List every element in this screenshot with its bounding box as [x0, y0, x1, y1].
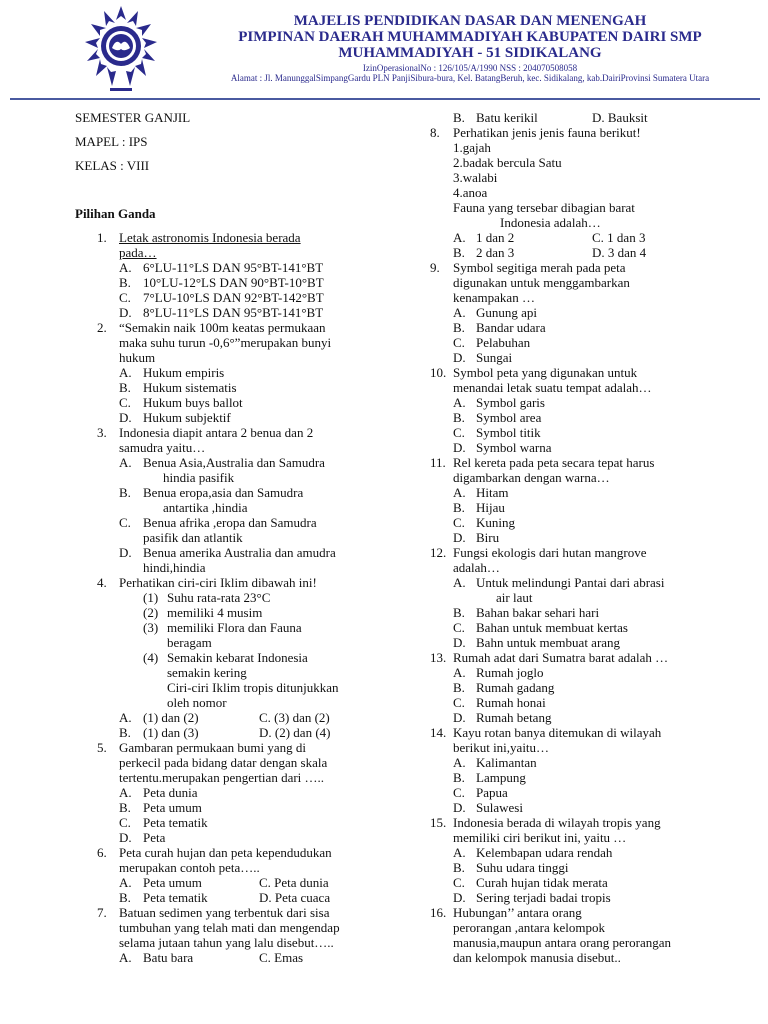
option-text: Rumah gadang — [476, 680, 555, 695]
option-letter: B. — [119, 890, 131, 905]
list-text: beragam — [167, 635, 212, 650]
question-text: Kayu rotan banya ditemukan di wilayah — [453, 725, 662, 740]
option-letter: A. — [453, 665, 466, 680]
option-text: Bahn untuk membuat arang — [476, 635, 621, 650]
option-text: Symbol warna — [476, 440, 552, 455]
question-number: 4. — [97, 575, 107, 590]
option-text: Hukum sistematis — [143, 380, 237, 395]
option-letter: C. — [453, 515, 465, 530]
question-text: Gambaran permukaan bumi yang di — [119, 740, 306, 755]
question-text: hukum — [119, 350, 156, 365]
option-text: Symbol titik — [476, 425, 541, 440]
option-text: Symbol garis — [476, 395, 545, 410]
option-text: Hitam — [476, 485, 509, 500]
option-text: C. (3) dan (2) — [259, 710, 330, 725]
question-text: manusia,maupun antara orang perorangan — [453, 935, 672, 950]
option-text: D. 3 dan 4 — [592, 245, 647, 260]
question-number: 3. — [97, 425, 107, 440]
list-text: Semakin kebarat Indonesia — [167, 650, 308, 665]
question-text: menandai letak suatu tempat adalah… — [453, 380, 652, 395]
option-text: Sering terjadi badai tropis — [476, 890, 611, 905]
option-text: Untuk melindungi Pantai dari abrasi — [476, 575, 665, 590]
option-text: air laut — [496, 590, 533, 605]
option-letter: D. — [119, 830, 132, 845]
question-text: dan kelompok manusia disebut.. — [453, 950, 621, 965]
option-letter: C. — [453, 620, 465, 635]
question-text: Indonesia berada di wilayah tropis yang — [453, 815, 661, 830]
option-letter: B. — [119, 800, 131, 815]
option-text: Biru — [476, 530, 500, 545]
option-text: Bandar udara — [476, 320, 546, 335]
option-letter: A. — [119, 785, 132, 800]
option-text: D. Bauksit — [592, 110, 648, 125]
list-text: memiliki Flora dan Fauna — [167, 620, 302, 635]
option-letter: A. — [453, 395, 466, 410]
option-letter: A. — [453, 230, 466, 245]
option-letter: A. — [119, 455, 132, 470]
option-letter: A. — [453, 845, 466, 860]
question-text: berikut ini,yaitu… — [453, 740, 550, 755]
option-letter: C. — [453, 695, 465, 710]
list-text: 3.walabi — [453, 170, 498, 185]
semester-label: SEMESTER GANJIL — [75, 110, 191, 125]
question-text: Perhatikan jenis jenis fauna berikut! — [453, 125, 641, 140]
option-text: Gunung api — [476, 305, 538, 320]
option-letter: A. — [453, 575, 466, 590]
list-number: (1) — [143, 590, 159, 605]
list-number: (4) — [143, 650, 159, 665]
option-letter: A. — [119, 710, 132, 725]
option-text: Curah hujan tidak merata — [476, 875, 608, 890]
option-letter: B. — [453, 110, 465, 125]
option-text: Kalimantan — [476, 755, 537, 770]
option-letter: A. — [119, 875, 132, 890]
option-text: (1) dan (2) — [143, 710, 199, 725]
option-text: C. Peta dunia — [259, 875, 329, 890]
list-text: memiliki 4 musim — [167, 605, 263, 620]
option-letter: D. — [453, 440, 466, 455]
option-text: Hukum empiris — [143, 365, 225, 380]
question-text: digambarkan dengan warna… — [453, 470, 610, 485]
option-text: 1 dan 2 — [476, 230, 515, 245]
question-number: 15. — [430, 815, 447, 830]
option-letter: C. — [119, 290, 131, 305]
question-number: 16. — [430, 905, 447, 920]
option-letter: D. — [453, 530, 466, 545]
question-text: maka suhu turun -0,6°”merupakan bunyi — [119, 335, 332, 350]
option-letter: A. — [453, 485, 466, 500]
question-text: Rumah adat dari Sumatra barat adalah … — [453, 650, 669, 665]
option-text: 10°LU-12°LS DAN 90°BT-10°BT — [143, 275, 324, 290]
question-text: Hubungan’’ antara orang — [453, 905, 582, 920]
option-text: Peta tematik — [143, 815, 208, 830]
question-text: memiliki ciri berikut ini, yaitu … — [453, 830, 627, 845]
option-text: pasifik dan atlantik — [143, 530, 243, 545]
option-letter: C. — [119, 815, 131, 830]
question-text: merupakan contoh peta….. — [119, 860, 260, 875]
question-number: 13. — [430, 650, 447, 665]
option-text: D. Peta cuaca — [259, 890, 331, 905]
question-text: Fauna yang tersebar dibagian barat — [453, 200, 635, 215]
option-text: hindia pasifik — [163, 470, 235, 485]
question-number: 7. — [97, 905, 107, 920]
option-letter: B. — [119, 725, 131, 740]
option-text: hindi,hindia — [143, 560, 206, 575]
question-number: 11. — [430, 455, 446, 470]
option-text: Benua afrika ,eropa dan Samudra — [143, 515, 317, 530]
option-text: Batu kerikil — [476, 110, 538, 125]
question-text: Rel kereta pada peta secara tepat harus — [453, 455, 655, 470]
option-letter: A. — [119, 260, 132, 275]
option-text: 7°LU-10°LS DAN 92°BT-142°BT — [143, 290, 324, 305]
option-text: 8°LU-11°LS DAN 95°BT-141°BT — [143, 305, 324, 320]
option-text: Hijau — [476, 500, 505, 515]
list-text: 1.gajah — [453, 140, 491, 155]
option-text: Peta umum — [143, 875, 202, 890]
option-letter: C. — [453, 425, 465, 440]
option-letter: B. — [119, 485, 131, 500]
option-letter: D. — [453, 710, 466, 725]
option-text: Symbol area — [476, 410, 542, 425]
question-text: perkecil pada bidang datar dengan skala — [119, 755, 328, 770]
option-text: Peta umum — [143, 800, 202, 815]
option-text: Hukum subjektif — [143, 410, 231, 425]
muhammadiyah-logo-icon — [80, 4, 162, 94]
option-letter: A. — [453, 305, 466, 320]
question-text: Indonesia diapit antara 2 benua dan 2 — [119, 425, 314, 440]
question-text: tumbuhan yang telah mati dan mengendap — [119, 920, 340, 935]
question-text: Symbol segitiga merah pada peta — [453, 260, 626, 275]
option-text: Kuning — [476, 515, 515, 530]
question-number: 9. — [430, 260, 440, 275]
question-number: 14. — [430, 725, 447, 740]
option-letter: B. — [453, 410, 465, 425]
option-text: Papua — [476, 785, 508, 800]
option-letter: B. — [453, 605, 465, 620]
option-letter: D. — [453, 890, 466, 905]
option-text: (1) dan (3) — [143, 725, 199, 740]
option-letter: D. — [119, 545, 132, 560]
option-text: Benua amerika Australia dan amudra — [143, 545, 336, 560]
option-text: Rumah honai — [476, 695, 546, 710]
question-text: Batuan sedimen yang terbentuk dari sisa — [119, 905, 330, 920]
question-text: oleh nomor — [167, 695, 227, 710]
mapel-label: MAPEL : IPS — [75, 134, 148, 149]
question-number: 10. — [430, 365, 447, 380]
header-title-1: MAJELIS PENDIDIKAN DASAR DAN MENENGAH — [293, 13, 647, 29]
option-text: C. 1 dan 3 — [592, 230, 646, 245]
option-text: Peta — [143, 830, 166, 845]
question-text: “Semakin naik 100m keatas permukaan — [119, 320, 326, 335]
kelas-label: KELAS : VIII — [75, 158, 150, 173]
question-text: adalah… — [453, 560, 500, 575]
question-text: Symbol peta yang digunakan untuk — [453, 365, 638, 380]
option-text: Batu bara — [143, 950, 194, 965]
option-letter: B. — [119, 275, 131, 290]
option-letter: B. — [453, 860, 465, 875]
question-text: perorangan ,antara kelompok — [453, 920, 605, 935]
question-text: kenampakan … — [453, 290, 535, 305]
option-letter: B. — [453, 680, 465, 695]
header-title-2: PIMPINAN DAERAH MUHAMMADIYAH KABUPATEN DAIRI SMP — [238, 29, 702, 45]
question-number: 5. — [97, 740, 107, 755]
option-text: Sulawesi — [476, 800, 523, 815]
question-text: Ciri-ciri Iklim tropis ditunjukkan — [167, 680, 339, 695]
option-text: Pelabuhan — [476, 335, 531, 350]
option-text: Benua Asia,Australia dan Samudra — [143, 455, 325, 470]
list-text: 2.badak bercula Satu — [453, 155, 562, 170]
option-text: Peta tematik — [143, 890, 208, 905]
option-letter: C. — [453, 335, 465, 350]
question-text: tertentu.merupakan pengertian dari ….. — [119, 770, 325, 785]
question-text: samudra yaitu… — [119, 440, 206, 455]
option-text: Lampung — [476, 770, 526, 785]
option-letter: B. — [453, 245, 465, 260]
list-number: (2) — [143, 605, 159, 620]
question-text: selama jutaan tahun yang lalu disebut….. — [119, 935, 334, 950]
question-number: 2. — [97, 320, 107, 335]
option-text: Rumah joglo — [476, 665, 544, 680]
list-number: (3) — [143, 620, 159, 635]
option-text: C. Emas — [259, 950, 304, 965]
option-letter: B. — [453, 770, 465, 785]
option-letter: B. — [453, 320, 465, 335]
question-text: Indonesia adalah… — [500, 215, 601, 230]
question-text: Perhatikan ciri-ciri Iklim dibawah ini! — [119, 575, 317, 590]
question-number: 12. — [430, 545, 447, 560]
option-letter: A. — [119, 950, 132, 965]
question-text: Peta curah hujan dan peta kependudukan — [119, 845, 332, 860]
option-text: 2 dan 3 — [476, 245, 515, 260]
option-text: 6°LU-11°LS DAN 95°BT-141°BT — [143, 260, 324, 275]
option-letter: B. — [119, 380, 131, 395]
list-text: semakin kering — [167, 665, 247, 680]
question-number: 6. — [97, 845, 107, 860]
question-text: pada… — [119, 245, 157, 260]
option-text: Kelembapan udara rendah — [476, 845, 613, 860]
option-letter: D. — [453, 350, 466, 365]
question-text: Letak astronomis Indonesia berada — [119, 230, 301, 245]
list-text: Suhu rata-rata 23°C — [167, 590, 271, 605]
option-letter: A. — [453, 755, 466, 770]
option-letter: C. — [453, 785, 465, 800]
header-address: Alamat : Jl. ManunggalSimpangGardu PLN PanjiSibura-bura, Kel. BatangBeruh, kec. Sidikalang, kab.DairiProvinsi Sumatera Utara — [230, 73, 710, 83]
option-text: Rumah betang — [476, 710, 552, 725]
header-permit: IzinOperasionalNo : 126/105/A/1990 NSS : 204070508058 — [362, 63, 578, 73]
section-title: Pilihan Ganda — [75, 206, 156, 221]
option-letter: C. — [119, 395, 131, 410]
option-text: Benua eropa,asia dan Samudra — [143, 485, 304, 500]
option-letter: D. — [453, 635, 466, 650]
header-title-3: MUHAMMADIYAH - 51 SIDIKALANG — [338, 45, 602, 61]
option-text: Suhu udara tinggi — [476, 860, 569, 875]
option-letter: C. — [119, 515, 131, 530]
question-number: 8. — [430, 125, 440, 140]
option-text: Bahan untuk membuat kertas — [476, 620, 628, 635]
option-text: Sungai — [476, 350, 513, 365]
option-letter: B. — [453, 500, 465, 515]
option-text: Peta dunia — [143, 785, 198, 800]
option-letter: A. — [119, 365, 132, 380]
option-letter: D. — [119, 305, 132, 320]
option-letter: C. — [453, 875, 465, 890]
question-number: 1. — [97, 230, 107, 245]
header-rule — [10, 98, 760, 100]
option-letter: D. — [453, 800, 466, 815]
option-text: D. (2) dan (4) — [259, 725, 331, 740]
list-text: 4.anoa — [453, 185, 488, 200]
option-text: Bahan bakar sehari hari — [476, 605, 600, 620]
option-text: Hukum buys ballot — [143, 395, 243, 410]
letterhead — [0, 0, 768, 100]
option-text: antartika ,hindia — [163, 500, 248, 515]
option-letter: D. — [119, 410, 132, 425]
question-text: digunakan untuk menggambarkan — [453, 275, 630, 290]
question-text: Fungsi ekologis dari hutan mangrove — [453, 545, 647, 560]
